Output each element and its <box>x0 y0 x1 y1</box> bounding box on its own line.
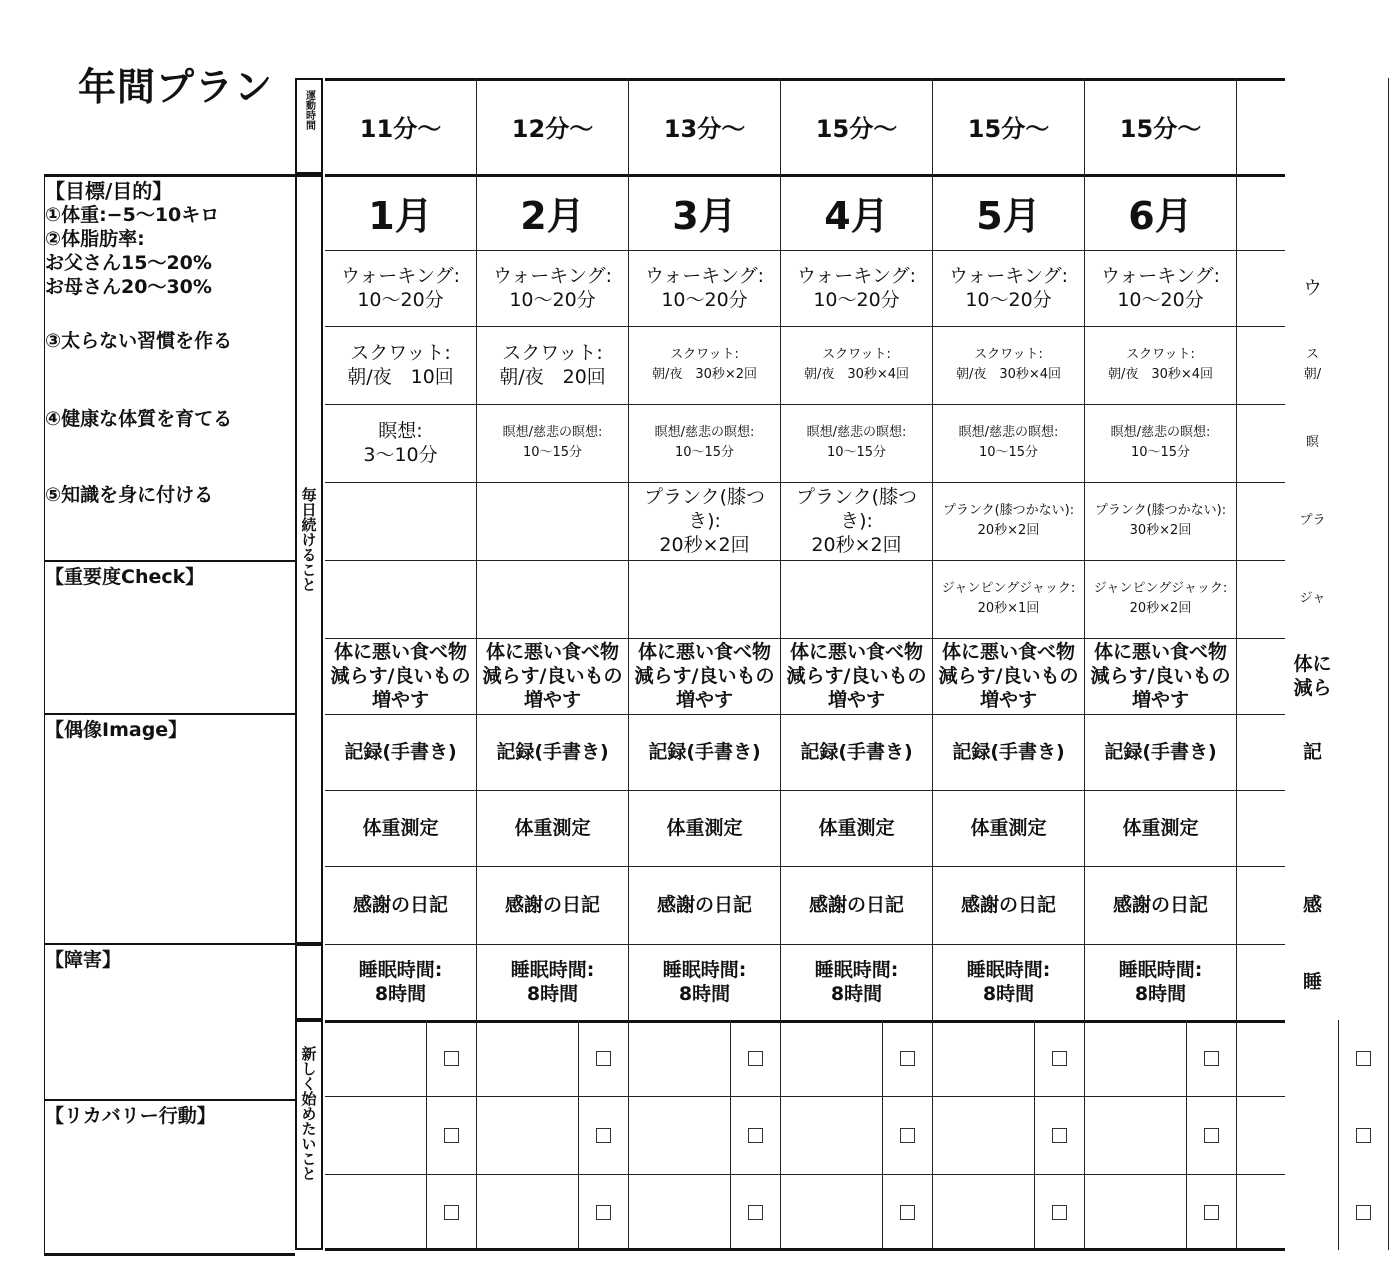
sleep-cell: 睡眠時間: 8時間 <box>933 944 1085 1020</box>
goal-section <box>45 179 295 299</box>
record-cell: 記録(手書き) <box>781 714 933 790</box>
checkbox[interactable] <box>1052 1051 1067 1066</box>
new-habit-check-cell <box>427 1020 477 1096</box>
new-habit-check-cell <box>1187 1096 1237 1174</box>
exercise-time-cell: 15分〜 <box>1085 78 1237 174</box>
meditation-cell: 瞑想: 3〜10分 <box>325 404 477 482</box>
exercise-time-cell <box>1237 78 1389 174</box>
month-cell: 1月 <box>325 174 477 250</box>
new-habit-check-cell <box>731 1174 781 1250</box>
month-cell: 5月 <box>933 174 1085 250</box>
squat-cell: スクワット: 朝/夜 20回 <box>477 326 629 404</box>
new-habit-check-cell <box>427 1174 477 1250</box>
sleep-cell: 睡 <box>1237 944 1389 1020</box>
food-cell: 体に悪い食べ物 減らす/良いもの 増やす <box>933 638 1085 714</box>
food-cell: 体に悪い食べ物 減らす/良いもの 増やす <box>477 638 629 714</box>
checkbox[interactable] <box>1356 1205 1371 1220</box>
new-habit-cell[interactable] <box>933 1096 1035 1174</box>
sleep-cell: 睡眠時間: 8時間 <box>781 944 933 1020</box>
food-cell: 体に悪い食べ物 減らす/良いもの 増やす <box>325 638 477 714</box>
sleep-cell: 睡眠時間: 8時間 <box>629 944 781 1020</box>
diary-cell: 感謝の日記 <box>629 866 781 944</box>
new-habit-cell[interactable] <box>1237 1174 1339 1250</box>
exercise-time-cell: 11分〜 <box>325 78 477 174</box>
checkbox[interactable] <box>596 1205 611 1220</box>
meditation-cell: 瞑 <box>1237 404 1389 482</box>
weight-cell: 体重測定 <box>1085 790 1237 866</box>
food-cell: 体に悪い食べ物 減らす/良いもの 増やす <box>1085 638 1237 714</box>
meditation-cell: 瞑想/慈悲の瞑想: 10〜15分 <box>781 404 933 482</box>
month-cell: 3月 <box>629 174 781 250</box>
new-habit-check-cell <box>1187 1020 1237 1096</box>
divider <box>45 560 295 562</box>
new-habit-check-cell <box>1339 1020 1389 1096</box>
walking-cell: ウ <box>1237 250 1389 326</box>
jumping-jack-cell <box>477 560 629 638</box>
exercise-time-cell: 12分〜 <box>477 78 629 174</box>
exercise-time-cell: 15分〜 <box>933 78 1085 174</box>
new-habit-check-cell <box>883 1174 933 1250</box>
weight-cell: 体重測定 <box>933 790 1085 866</box>
daily-label-box <box>295 174 323 944</box>
checkbox[interactable] <box>900 1051 915 1066</box>
food-cell: 体に悪い食べ物 減らす/良いもの 増やす <box>781 638 933 714</box>
walking-cell: ウォーキング: 10〜20分 <box>1085 250 1237 326</box>
squat-cell: スクワット: 朝/夜 30秒×4回 <box>933 326 1085 404</box>
checkbox[interactable] <box>444 1051 459 1066</box>
new-habit-check-cell <box>1035 1020 1085 1096</box>
checkbox[interactable] <box>900 1128 915 1143</box>
new-habit-check-cell <box>427 1096 477 1174</box>
checkbox[interactable] <box>748 1128 763 1143</box>
walking-cell: ウォーキング: 10〜20分 <box>477 250 629 326</box>
new-habit-check-cell <box>731 1020 781 1096</box>
exercise-time-label-box <box>295 78 323 174</box>
new-habit-cell[interactable] <box>1237 1096 1339 1174</box>
new-habit-check-cell <box>579 1174 629 1250</box>
month-cell <box>1237 174 1389 250</box>
checkbox[interactable] <box>1356 1051 1371 1066</box>
new-habit-cell[interactable] <box>325 1096 427 1174</box>
checkbox[interactable] <box>444 1205 459 1220</box>
divider <box>45 1099 295 1101</box>
plank-cell <box>325 482 477 560</box>
squat-cell: スクワット: 朝/夜 30秒×4回 <box>781 326 933 404</box>
new-habit-cell[interactable] <box>781 1096 883 1174</box>
diary-cell: 感 <box>1237 866 1389 944</box>
grid-line <box>325 1248 1285 1251</box>
record-cell: 記 <box>1237 714 1389 790</box>
weight-cell: 体重測定 <box>325 790 477 866</box>
weight-cell <box>1237 790 1389 866</box>
food-cell: 体に悪い食べ物 減らす/良いもの 増やす <box>629 638 781 714</box>
goal-4: ④健康な体質を育てる <box>45 408 233 430</box>
page-title: 年間プラン <box>78 65 274 109</box>
checkbox[interactable] <box>748 1205 763 1220</box>
plank-cell: プランク(膝つかない): 30秒×2回 <box>1085 482 1237 560</box>
exercise-time-cell: 13分〜 <box>629 78 781 174</box>
checkbox[interactable] <box>596 1051 611 1066</box>
diary-cell: 感謝の日記 <box>325 866 477 944</box>
checkbox[interactable] <box>900 1205 915 1220</box>
new-habit-cell[interactable] <box>325 1020 427 1096</box>
checkbox[interactable] <box>748 1051 763 1066</box>
walking-cell: ウォーキング: 10〜20分 <box>325 250 477 326</box>
food-cell: 体に 減ら <box>1237 638 1389 714</box>
new-habit-check-cell <box>1035 1174 1085 1250</box>
recovery-heading: 【リカバリー行動】 <box>45 1105 216 1127</box>
month-cell: 2月 <box>477 174 629 250</box>
squat-cell: スクワット: 朝/夜 30秒×2回 <box>629 326 781 404</box>
squat-cell: スクワット: 朝/夜 30秒×4回 <box>1085 326 1237 404</box>
meditation-cell: 瞑想/慈悲の瞑想: 10〜15分 <box>933 404 1085 482</box>
diary-cell: 感謝の日記 <box>933 866 1085 944</box>
new-habit-cell[interactable] <box>933 1174 1035 1250</box>
jumping-jack-cell: ジャ <box>1237 560 1389 638</box>
plank-cell: プラ <box>1237 482 1389 560</box>
meditation-cell: 瞑想/慈悲の瞑想: 10〜15分 <box>629 404 781 482</box>
new-habit-cell[interactable] <box>477 1020 579 1096</box>
plank-cell: プランク(膝つき): 20秒×2回 <box>781 482 933 560</box>
goal-3: ③太らない習慣を作る <box>45 330 233 352</box>
month-cell: 4月 <box>781 174 933 250</box>
checkbox[interactable] <box>1052 1128 1067 1143</box>
new-habit-check-cell <box>579 1096 629 1174</box>
jumping-jack-cell <box>781 560 933 638</box>
goal-heading: 【目標/目的】 <box>45 179 173 203</box>
new-habit-check-cell <box>883 1096 933 1174</box>
weight-cell: 体重測定 <box>781 790 933 866</box>
new-habit-cell[interactable] <box>629 1174 731 1250</box>
month-cell: 6月 <box>1085 174 1237 250</box>
record-cell: 記録(手書き) <box>477 714 629 790</box>
record-cell: 記録(手書き) <box>933 714 1085 790</box>
blank-label-box <box>295 944 323 1020</box>
new-habit-cell[interactable] <box>1085 1174 1187 1250</box>
goal-5: ⑤知識を身に付ける <box>45 484 214 506</box>
new-habit-cell[interactable] <box>1237 1020 1339 1096</box>
new-habit-cell[interactable] <box>933 1020 1035 1096</box>
diary-cell: 感謝の日記 <box>477 866 629 944</box>
new-habit-check-cell <box>731 1096 781 1174</box>
walking-cell: ウォーキング: 10〜20分 <box>629 250 781 326</box>
goal-2a: お父さん15〜20% <box>45 252 212 274</box>
checkbox[interactable] <box>1204 1205 1219 1220</box>
new-habit-cell[interactable] <box>629 1020 731 1096</box>
record-cell: 記録(手書き) <box>1085 714 1237 790</box>
new-label-box <box>295 1020 323 1250</box>
sleep-cell: 睡眠時間: 8時間 <box>477 944 629 1020</box>
walking-cell: ウォーキング: 10〜20分 <box>933 250 1085 326</box>
new-habit-check-cell <box>579 1020 629 1096</box>
new-label: 新しく始めたいこと <box>299 1046 318 1181</box>
weight-cell: 体重測定 <box>629 790 781 866</box>
jumping-jack-cell <box>629 560 781 638</box>
daily-label: 毎日続けること <box>299 487 318 592</box>
checkbox[interactable] <box>1204 1128 1219 1143</box>
checkbox[interactable] <box>1052 1205 1067 1220</box>
jumping-jack-cell <box>325 560 477 638</box>
new-habit-cell[interactable] <box>1085 1020 1187 1096</box>
squat-cell: ス 朝/ <box>1237 326 1389 404</box>
new-habit-cell[interactable] <box>325 1174 427 1250</box>
meditation-cell: 瞑想/慈悲の瞑想: 10〜15分 <box>477 404 629 482</box>
record-cell: 記録(手書き) <box>629 714 781 790</box>
weight-cell: 体重測定 <box>477 790 629 866</box>
divider <box>45 943 295 945</box>
new-habit-check-cell <box>883 1020 933 1096</box>
record-cell: 記録(手書き) <box>325 714 477 790</box>
meditation-cell: 瞑想/慈悲の瞑想: 10〜15分 <box>1085 404 1237 482</box>
plank-cell: プランク(膝つかない): 20秒×2回 <box>933 482 1085 560</box>
new-habit-check-cell <box>1187 1174 1237 1250</box>
exercise-time-cell: 15分〜 <box>781 78 933 174</box>
goal-2: ②体脂肪率: <box>45 228 145 250</box>
new-habit-cell[interactable] <box>1085 1096 1187 1174</box>
priority-heading: 【重要度Check】 <box>45 566 205 588</box>
goal-1: ①体重:−5〜10キロ <box>45 204 220 226</box>
image-heading: 【偶像Image】 <box>45 719 188 741</box>
jumping-jack-cell: ジャンピングジャック: 20秒×2回 <box>1085 560 1237 638</box>
new-habit-check-cell <box>1035 1096 1085 1174</box>
new-habit-cell[interactable] <box>781 1020 883 1096</box>
left-panel <box>44 174 295 1256</box>
new-habit-cell[interactable] <box>477 1174 579 1250</box>
new-habit-check-cell <box>1339 1096 1389 1174</box>
new-habit-check-cell <box>1339 1174 1389 1250</box>
sleep-cell: 睡眠時間: 8時間 <box>325 944 477 1020</box>
new-habit-cell[interactable] <box>629 1096 731 1174</box>
sleep-cell: 睡眠時間: 8時間 <box>1085 944 1237 1020</box>
exercise-time-label: 運動時間 <box>303 90 315 130</box>
goal-2b: お母さん20〜30% <box>45 276 212 298</box>
plank-cell <box>477 482 629 560</box>
squat-cell: スクワット: 朝/夜 10回 <box>325 326 477 404</box>
checkbox[interactable] <box>1204 1051 1219 1066</box>
obstacle-heading: 【障害】 <box>45 949 122 971</box>
divider <box>45 713 295 715</box>
plan-grid <box>325 78 1332 1250</box>
checkbox[interactable] <box>1356 1128 1371 1143</box>
diary-cell: 感謝の日記 <box>1085 866 1237 944</box>
checkbox[interactable] <box>444 1128 459 1143</box>
new-habit-cell[interactable] <box>477 1096 579 1174</box>
new-habit-cell[interactable] <box>781 1174 883 1250</box>
jumping-jack-cell: ジャンピングジャック: 20秒×1回 <box>933 560 1085 638</box>
checkbox[interactable] <box>596 1128 611 1143</box>
diary-cell: 感謝の日記 <box>781 866 933 944</box>
plank-cell: プランク(膝つき): 20秒×2回 <box>629 482 781 560</box>
walking-cell: ウォーキング: 10〜20分 <box>781 250 933 326</box>
